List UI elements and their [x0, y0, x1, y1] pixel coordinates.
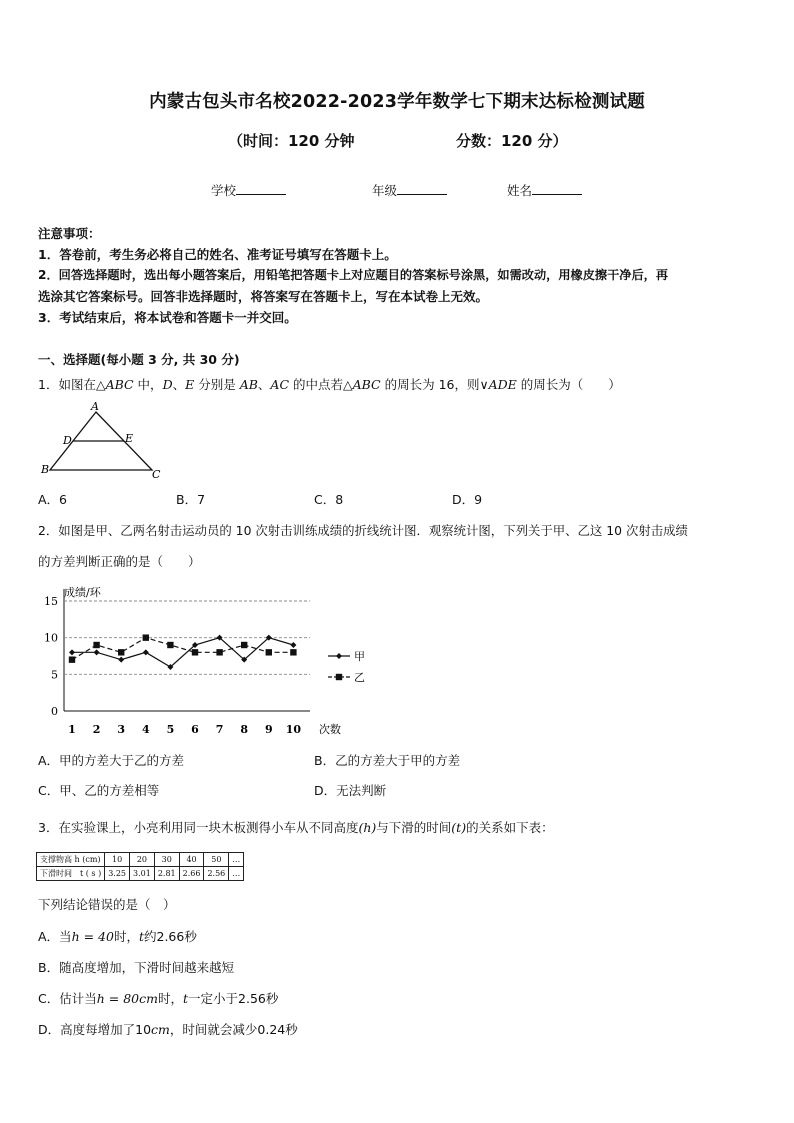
y-tick-label: 10	[44, 631, 58, 645]
q1-option-a: A．6	[38, 492, 68, 507]
school-label: 学校	[211, 183, 237, 198]
data-point	[118, 649, 124, 655]
q3-d-math: cm	[151, 1022, 170, 1037]
x-tick-label: 4	[141, 723, 150, 736]
data-point	[241, 642, 247, 648]
table-cell: …	[229, 853, 244, 867]
x-tick-label: 10	[285, 723, 302, 736]
table-cell: 20	[130, 853, 155, 867]
q2-option-c: C．甲、乙的方差相等	[38, 783, 160, 798]
notice-item: 选涂其它答案标号。回答非选择题时，将答案写在答题卡上，写在本试卷上无效。	[38, 289, 489, 304]
question-2-line2: 的方差判断正确的是（ ）	[38, 554, 201, 569]
notice-item: 3．考试结束后，将本试卷和答题卡一并交回。	[38, 310, 297, 325]
q1-option-d: D．9	[452, 492, 483, 507]
data-point	[266, 649, 272, 655]
school-blank	[236, 182, 286, 195]
q1-text: 1．如图在	[38, 377, 96, 392]
q3-a-math: t	[138, 929, 144, 944]
legend-label: 乙	[354, 671, 365, 684]
q1-option-c: C．8	[314, 492, 344, 507]
table-cell: 下滑时间 t ( s )	[37, 867, 105, 881]
name-field	[507, 181, 582, 199]
question-3-text	[38, 818, 554, 836]
notice-item: 2．回答选择题时，选出每小题答案后，用铅笔把答题卡上对应题目的答案标号涂黑，如需改动，用橡皮擦干净后，再	[38, 268, 669, 282]
q1-text: 、	[172, 377, 186, 392]
q3-c-text: 一定小于2.56秒	[188, 991, 279, 1006]
q3-option-b: B．随高度增加，下滑时间越来越短	[38, 960, 235, 975]
q1-text: 的周长为（ ）	[516, 377, 621, 392]
data-point	[290, 649, 296, 655]
q3-c-math: h = 80cm	[96, 991, 158, 1006]
q3-a-text: A．当	[38, 929, 72, 944]
question-3-prompt: 下列结论错误的是（ ）	[38, 897, 176, 912]
q1-math: AB	[239, 377, 258, 392]
legend-marker	[336, 653, 342, 659]
q3-c-text: C．估计当	[38, 991, 97, 1006]
table-cell: 10	[105, 853, 130, 867]
data-point	[290, 642, 296, 648]
x-tick-label: 7	[215, 723, 224, 736]
vertex-a-label: A	[91, 400, 99, 413]
q3-text: 3．在实验课上，小亮利用同一块木板测得小车从不同高度	[38, 820, 359, 835]
y-tick-label: 5	[51, 668, 58, 682]
q1-math: D	[162, 377, 173, 392]
q3-option-c	[38, 989, 278, 1007]
q3-text: 的关系如下表：	[466, 820, 554, 835]
triangle-figure	[36, 398, 166, 482]
notice-item: 1．答卷前，考生务必将自己的姓名、准考证号填写在答题卡上。	[38, 247, 397, 262]
height-time-table	[36, 852, 244, 881]
notice-heading: 注意事项：	[38, 226, 101, 241]
grade-blank	[397, 182, 447, 195]
table-cell: 50	[204, 853, 229, 867]
q1-math: E	[185, 377, 195, 392]
q3-d-text: ，时间就会减少0.24秒	[169, 1022, 298, 1037]
data-point	[143, 634, 149, 640]
score-line-chart	[30, 578, 365, 740]
table-cell: 30	[154, 853, 179, 867]
table-cell: 2.81	[154, 867, 179, 881]
x-tick-label: 8	[240, 723, 249, 736]
grade-label: 年级	[372, 183, 398, 198]
name-blank	[532, 182, 582, 195]
data-point	[93, 642, 99, 648]
exam-title: 内蒙古包头市名校2022-2023学年数学七下期末达标检测试题	[149, 92, 645, 112]
name-label: 姓名	[507, 183, 533, 198]
data-point	[69, 649, 75, 655]
q1-math: ∨ADE	[479, 377, 517, 392]
legend-label: 甲	[354, 650, 365, 663]
q1-text: 分别是	[194, 377, 240, 392]
q1-text: 、	[257, 377, 271, 392]
x-tick-label: 5	[166, 723, 175, 736]
table-cell: 40	[179, 853, 204, 867]
table-cell: …	[229, 867, 244, 881]
q2-option-d: D．无法判断	[314, 783, 387, 798]
q3-math: (t)	[451, 820, 467, 835]
q3-text: 与下滑的时间	[376, 820, 452, 835]
q2-option-a: A．甲的方差大于乙的方差	[38, 753, 185, 768]
q1-text: 中，	[133, 377, 163, 392]
y-tick-label: 15	[44, 595, 58, 608]
q3-c-text: 时，	[157, 991, 183, 1006]
table-cell: 3.25	[105, 867, 130, 881]
vertex-d-label: D	[63, 434, 72, 447]
x-tick-label: 2	[92, 723, 101, 736]
table-row	[37, 867, 244, 881]
vertex-b-label: B	[41, 463, 50, 476]
q1-math: AC	[270, 377, 290, 392]
exam-time: （时间：120 分钟	[228, 132, 355, 150]
table-cell: 3.01	[130, 867, 155, 881]
q3-d-text: D．高度每增加了10	[38, 1022, 152, 1037]
x-tick-label: 3	[117, 723, 126, 736]
question-1-text	[38, 375, 621, 393]
data-point	[69, 656, 75, 662]
data-point	[167, 642, 173, 648]
data-point	[94, 649, 100, 655]
x-tick-label: 9	[264, 723, 273, 736]
q3-a-text: 时，	[113, 929, 139, 944]
vertex-e-label: E	[125, 432, 134, 445]
q2-option-b: B．乙的方差大于甲的方差	[314, 753, 461, 768]
q3-option-d	[38, 1020, 298, 1038]
table-cell: 2.66	[179, 867, 204, 881]
data-point	[216, 649, 222, 655]
x-tick-label: 6	[191, 723, 199, 736]
q1-option-b: B．7	[176, 492, 206, 507]
grade-field	[372, 181, 447, 199]
data-point	[118, 657, 124, 663]
legend-marker	[336, 674, 342, 680]
y-axis-title: 成绩/环	[64, 586, 101, 599]
data-point	[192, 649, 198, 655]
q3-a-text: 约2.66秒	[144, 929, 197, 944]
x-axis-title: 次数	[319, 723, 341, 736]
x-tick-label: 1	[68, 723, 76, 736]
series-line-1	[72, 638, 293, 667]
data-point	[143, 649, 149, 655]
q3-c-math: t	[182, 991, 189, 1006]
q3-a-math: h = 40	[71, 929, 114, 944]
y-tick-label: 0	[51, 705, 58, 718]
q3-math: (h)	[358, 820, 377, 835]
table-row	[37, 853, 244, 867]
section-heading: 一、选择题(每小题 3 分, 共 30 分)	[38, 352, 240, 367]
q1-text: 的周长为 16，则	[380, 377, 480, 392]
q1-math: △ABC	[343, 377, 381, 392]
exam-score: 分数：120 分）	[456, 132, 568, 150]
table-cell: 2.56	[204, 867, 229, 881]
school-field	[211, 181, 286, 199]
question-2-line1: 2．如图是甲、乙两名射击运动员的 10 次射击训练成绩的折线统计图．观察统计图，下列关于甲、乙这 10 次射击成绩	[38, 523, 688, 538]
q1-math: △ABC	[95, 377, 134, 392]
q1-text: 的中点若	[289, 377, 343, 392]
table-cell: 支撑物高 h (cm)	[37, 853, 105, 867]
q3-option-a	[38, 927, 197, 945]
vertex-c-label: C	[152, 468, 161, 481]
